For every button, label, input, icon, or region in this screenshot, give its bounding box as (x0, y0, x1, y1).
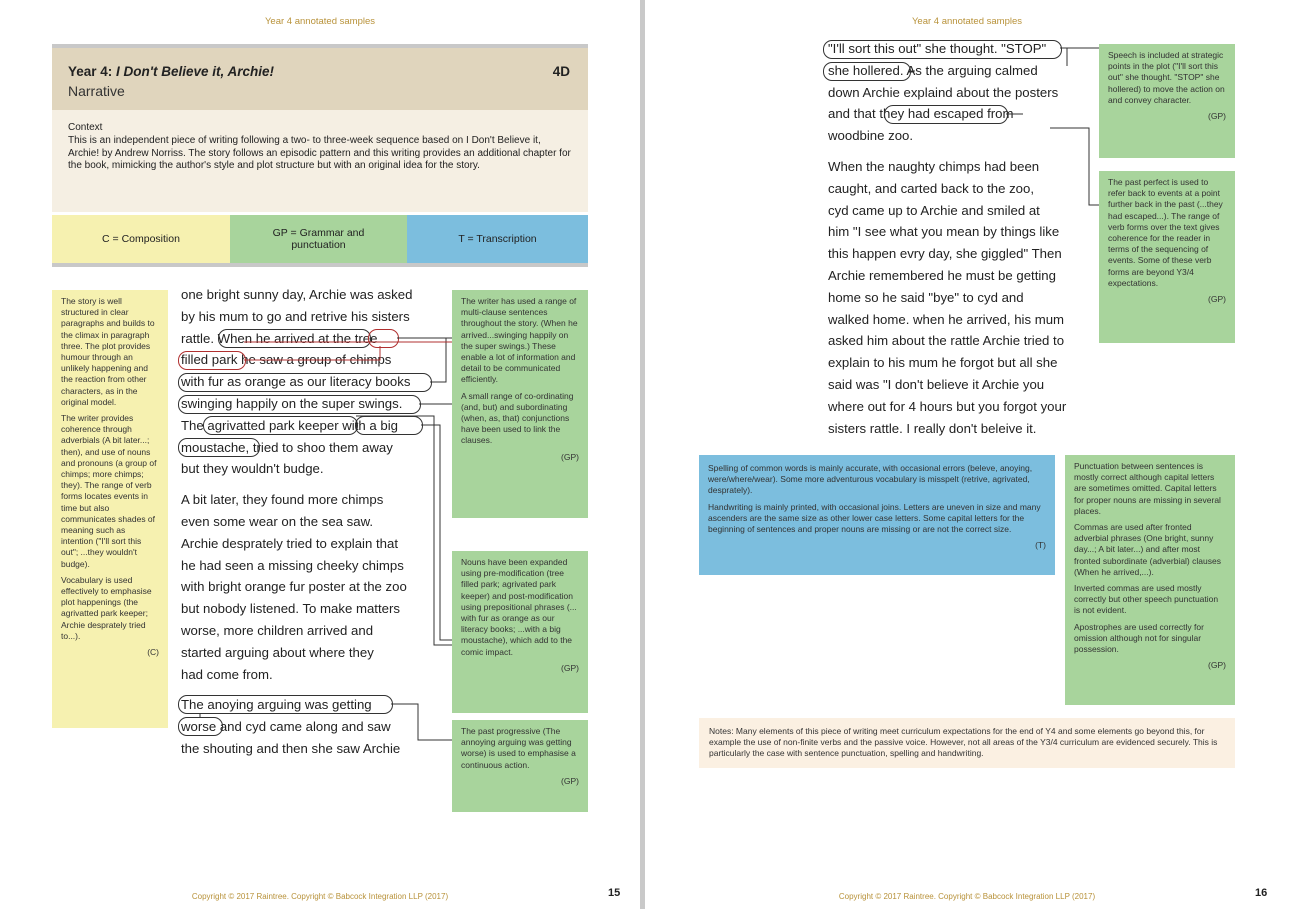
text-line: The agrivatted park keeper with a big (181, 417, 398, 433)
punctuation-note-p3: Inverted commas are used mostly correctly but other speech punctuation is not evident. (1074, 583, 1219, 616)
text-line: Archie remembered he must be getting (828, 267, 1056, 283)
past-perfect-note-text: The past perfect is used to refer back to events at a point further back in the past (...they had escaped...). The range of verb forms over the text gives coherence for the reader in terms of the sequencing of events. Some of these verb forms are beyond Y3/4 expectations. (1108, 177, 1223, 288)
speech-note-tag: (GP) (1208, 111, 1226, 122)
grammar-note-3-p1: The past progressive (The annoying arguing was getting worse) is used to emphasise a continuous action. (461, 726, 576, 770)
annotation-oval (178, 717, 223, 736)
running-head: Year 4 annotated samples (264, 16, 376, 27)
text-line: woodbine zoo. (828, 128, 914, 144)
text-line: moustache, tried to shoo them away (181, 439, 393, 455)
writing-sample-p16 (828, 38, 1096, 448)
text-line: A bit later, they found more chimps (181, 492, 384, 508)
title-box (52, 44, 588, 110)
annotation-oval (178, 351, 246, 370)
text-line: Archie desprately tried to explain that (181, 535, 398, 551)
annotation-oval (355, 416, 423, 435)
punctuation-note-p2: Commas are used after fronted adverbial phrases (One bright, sunny day...; A bit later...) and after most fronted subordinate (adverbial) clauses (When he arrived,...). (1074, 522, 1221, 577)
context-text: This is an independent piece of writing following a two- to three-week sequence based on I Don't Believe it, Archie! by Andrew Norriss. The story follows an episodic pattern and this writing provides an additional chapter for the book, mimicking the author's style and plot structure but with an original idea for the story. (68, 134, 571, 172)
text-line: sisters rattle. I really don't beleive it. (828, 420, 1037, 436)
grammar-note-2 (452, 551, 588, 713)
transcription-note (699, 455, 1055, 575)
past-perfect-note (1099, 171, 1235, 343)
text-line: by his mum to go and retrive his sisters (181, 308, 410, 324)
annotation-oval (823, 40, 1062, 59)
annotation-oval (368, 329, 399, 348)
context-label: Context (68, 122, 103, 133)
grammar-note-3 (452, 720, 588, 812)
paragraph-5 (828, 156, 1096, 439)
sample-code: 4D (552, 64, 570, 79)
page-15 (0, 0, 640, 909)
context-box (52, 110, 588, 212)
text-line: even some wear on the sea saw. (181, 513, 374, 529)
annotation-oval (823, 62, 911, 81)
page-number: 16 (1255, 887, 1268, 899)
page-title (68, 64, 274, 79)
annotation-oval (203, 416, 358, 435)
composition-note-p2: The writer provides coherence through adverbials (A bit later...; then), and use of nouns and pronouns (a group of chimps; more chimps; they). The range of verb forms locates events in time but also communicates shades of meaning such as intention ("I'll sort this out"; ...they wouldn't budge). (61, 413, 157, 569)
text-line: where out for 4 hours but you forgot your (828, 398, 1067, 414)
punctuation-note (1065, 455, 1235, 705)
annotation-oval (218, 329, 371, 348)
past-perfect-note-tag: (GP) (1208, 294, 1226, 305)
annotation-oval (884, 105, 1008, 124)
title-prefix: Year 4: (68, 64, 117, 79)
punctuation-note-tag: (GP) (1208, 660, 1226, 671)
text-line: worse, more children arrived and (181, 622, 374, 638)
text-line: he had seen a missing cheeky chimps (181, 557, 404, 573)
title-book: I Don't Believe it, Archie! (116, 64, 275, 79)
text-line: with fur as orange as our literacy books (181, 374, 411, 390)
punctuation-note-p4: Apostrophes are used correctly for omission although not for singular possession. (1074, 621, 1204, 655)
punctuation-note-p1: Punctuation between sentences is mostly correct although capital letters are sometimes omitted. Capital letters for proper nouns are missing in several places. (1074, 461, 1221, 516)
running-head: Year 4 annotated samples (911, 16, 1023, 27)
text-line: caught, and carted back to the zoo, (828, 180, 1035, 196)
transcription-note-tag: (T) (1035, 540, 1046, 551)
text-line: and that they had escaped from (828, 106, 1014, 122)
text-line: this happen evry day, she giggled" Then (828, 246, 1062, 262)
text-line: home so he said "bye" to cyd and (828, 289, 1024, 305)
grammar-note-1-p2: A small range of co-ordinating (and, but) and subordinating (when, as, that) conjunctions have been used to link the clauses. (461, 390, 574, 446)
grammar-note-2-p1: Nouns have been expanded using pre-modification (tree filled park; agrivated park keeper) and post-modification using prepositional phrases (... with fur as orange as our literacy books; ...with a big moustache), which add to the comic impact. (461, 557, 577, 657)
annotation-oval (178, 695, 393, 714)
speech-note-text: Speech is included at strategic points in the plot ("I'll sort this out" she thought. "STOP" she hollered) to move the action on and convey character. (1108, 50, 1225, 105)
text-line: but nobody listened. To make matters (181, 601, 400, 617)
annotation-oval (178, 395, 421, 414)
grammar-note-2-tag: (GP) (561, 662, 579, 673)
grammar-note-1 (452, 290, 588, 518)
page-number: 15 (608, 887, 621, 899)
text-line: walked home. when he arrived, his mum (828, 311, 1065, 327)
text-line: cyd came up to Archie and smiled at (828, 202, 1040, 218)
page-16 (645, 0, 1289, 909)
text-line: him "I see what you mean by things like (828, 224, 1060, 240)
transcription-note-p1: Spelling of common words is mainly accurate, with occasional errors (beleve, anoying, were/where/wear). Some more adventurous vocabulary is misspelt (retrive, agrivated, desprately). (708, 463, 1033, 496)
text-line: swinging happily on the super swings. (181, 395, 403, 411)
page-subtitle: Narrative (68, 83, 125, 99)
legend-composition: C = Composition (52, 215, 230, 263)
speech-note (1099, 44, 1235, 158)
text-line: she hollered. As the arguing calmed (828, 62, 1038, 78)
text-line: with bright orange fur poster at the zoo (181, 579, 407, 595)
text-line: When the naughty chimps had been (828, 158, 1040, 174)
text-line: explain to his mum he forgot but all she (828, 355, 1058, 371)
composition-note-p1: The story is well structured in clear paragraphs and builds to the climax in paragraph three. The plot provides humour through an unlikely happening and the reaction from other characters, as in the original model. (61, 296, 155, 407)
text-line: started arguing about where they (181, 644, 374, 660)
text-line: filled park he saw a group of chimps (181, 352, 392, 368)
text-line: "I'll sort this out" she thought. "STOP" (828, 41, 1047, 56)
composition-note-tag: (C) (147, 647, 159, 658)
text-line: worse and cyd came along and saw (181, 719, 391, 735)
grammar-note-1-tag: (GP) (561, 451, 579, 462)
text-line: The anoying arguing was getting (181, 697, 372, 713)
composition-note (52, 290, 168, 728)
annotation-oval (178, 373, 432, 392)
summary-notes: Notes: Many elements of this piece of writing meet curriculum expectations for the end of Y4 and some elements go beyond this, for example the use of non-finite verbs and the passive voice. However, not all areas of the Y3/4 curriculum are evidenced securely. This is particularly the case with sentence punctuation, spelling and handwriting. (699, 718, 1235, 768)
grammar-note-3-tag: (GP) (561, 775, 579, 786)
text-line: asked him about the rattle Archie tried to (828, 333, 1065, 349)
grammar-note-1-p1: The writer has used a range of multi-clause sentences throughout the story. (When he arrived...swinging happily on the super swings.) These enable a lot of information and detail to be communicated efficiently. (461, 296, 578, 385)
text-line: but they wouldn't budge. (181, 461, 324, 477)
text-line: down Archie explaind about the posters (828, 84, 1059, 100)
legend-grammar: GP = Grammar and punctuation (230, 215, 407, 263)
transcription-note-p2: Handwriting is mainly printed, with occasional joins. Letters are uneven in size and many ascenders are the same size as other lower case letters. Some capital letters for the beginning of sentences and proper nouns are missing or are not the correct size. (708, 501, 1041, 535)
paragraph-2 (181, 489, 446, 685)
footer: Copyright © 2017 Raintree. Copyright © Babcock Integration LLP (2017) (838, 892, 1096, 901)
legend-transcription: T = Transcription (407, 215, 588, 263)
composition-note-p3: Vocabulary is used effectively to emphasise plot happenings (the agrivatted park keeper; Archie desprately tried to...). (61, 574, 152, 641)
text-line: had come from. (181, 666, 273, 682)
annotation-oval (178, 438, 260, 457)
text-line: said was "I don't believe it Archie you (828, 376, 1045, 392)
legend (52, 215, 588, 267)
text-line: rattle. When he arrived at the tree (181, 330, 378, 346)
text-line: one bright sunny day, Archie was asked (181, 287, 413, 302)
footer: Copyright © 2017 Raintree. Copyright © Babcock Integration LLP (2017) (191, 892, 449, 901)
text-line: the shouting and then she saw Archie (181, 740, 401, 756)
